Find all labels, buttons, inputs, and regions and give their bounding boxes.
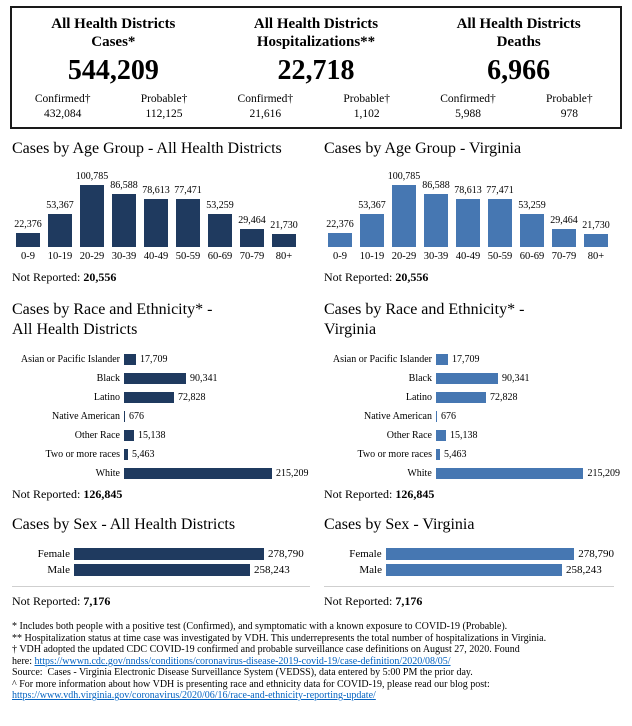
bar-group-male [12,564,310,576]
bar-group-two-or-more-races [324,449,620,460]
bar-value-label: 676 [129,411,144,422]
bar-value-label: 53,367 [46,200,74,211]
confirmed-label: Confirmed† [237,93,294,105]
deaths-total-value: 6,966 [487,55,551,86]
bar-two-or-more-races [124,449,128,460]
bar-group-70-79 [240,215,264,263]
bar-group-black [324,373,620,384]
not-reported-note [12,594,316,609]
axis-tick-label: 80+ [587,251,605,262]
sex-virginia-plot [324,548,614,587]
bar-group-latino [12,392,316,403]
deaths-confirmed [417,93,518,121]
bar-30-39 [112,194,136,247]
not-reported-value: 20,556 [395,270,429,284]
axis-tick-label: 40-49 [455,251,481,262]
bar-20-29 [392,185,416,247]
not-reported-value: 20,556 [83,270,117,284]
bar-other-race [436,430,446,441]
footnote-text: † VDH adopted the updated CDC COVID-19 confirmed and probable surveillance case definitions on August 27, 2020. Found [12,644,520,655]
axis-tick-label: 60-69 [207,251,233,262]
not-reported-value: 7,176 [83,594,111,608]
chart-title-text: Cases by Age Group - All Health Districts [12,140,282,157]
footnote-text: Source: Cases - Virginia Electronic Disease Surveillance System (VEDSS), data entered by 5:00 PM the prior day. [12,667,473,678]
bar-value-label: 53,367 [358,200,386,211]
cdc-case-definition-link[interactable]: https://wwwn.cdc.gov/nndss/conditions/coronavirus-disease-2019-covid-19/case-definition/2020/08/05/ [34,655,451,667]
bar-group-40-49 [144,185,168,263]
bar-50-59 [176,199,200,247]
not-reported-value: 126,845 [83,487,123,501]
card-title-line2: Hospitalizations** [256,34,376,50]
bar-value-label: 77,471 [486,185,514,196]
bar-value-label: 53,259 [206,200,234,211]
bar-value-label: 100,785 [75,171,109,182]
probable-label: Probable† [140,93,188,105]
bar-value-label: 22,376 [14,219,42,230]
not-reported-note [12,270,316,285]
category-label: Two or more races [357,449,432,460]
card-title-deaths [417,15,620,51]
bar-value-label: 78,613 [142,185,170,196]
summary-card-hospitalizations [215,15,418,121]
bar-value-label: 676 [441,411,456,422]
bar-two-or-more-races [436,449,440,460]
bar-40-49 [144,199,168,247]
footnote-text: * Includes both people with a positive test (Confirmed), and symptomatic with a known exposure to COVID-19 (Probable). [12,621,508,632]
bar-50-59 [488,199,512,247]
bar-value-label: 15,138 [450,430,478,441]
bar-group-0-9 [328,219,352,263]
bar-group-80+ [584,220,608,263]
card-title-line2: Deaths [496,34,541,50]
bar-80+ [272,234,296,247]
bar-0-9 [328,233,352,247]
bar-white [124,468,272,479]
probable-value: 1,102 [353,108,380,120]
race-chart-virginia [316,285,620,502]
age-all-districts-plot [16,171,316,263]
category-label: Other Race [386,430,432,441]
probable-label: Probable† [546,93,593,105]
bar-group-50-59 [488,185,512,263]
bar-value-label: 215,209 [276,468,309,479]
bar-group-other-race [324,430,620,441]
axis-tick-label: 60-69 [519,251,545,262]
bar-group-20-29 [387,171,421,263]
category-label: Female [349,548,382,560]
bar-group-asian-or-pacific-islander [12,354,316,365]
category-label: White [95,468,120,479]
bar-10-19 [48,214,72,247]
axis-tick-label: 30-39 [111,251,137,262]
bar-group-50-59 [176,185,200,263]
bar-value-label: 90,341 [190,373,218,384]
race-all-districts-plot [12,354,316,479]
chart-title [12,300,316,340]
bar-value-label: 72,828 [178,392,206,403]
category-label: Female [37,548,70,560]
bar-value-label: 215,209 [587,468,620,479]
bar-value-label: 5,463 [444,449,467,460]
bar-value-label: 15,138 [138,430,166,441]
chart-title [324,139,620,159]
bar-group-70-79 [552,215,576,263]
card-title-line1: All Health Districts [253,16,379,32]
race-ethnicity-blog-link[interactable]: https://www.vdh.virginia.gov/coronavirus/2020/06/16/race-and-ethnicity-reporting-update/ [12,690,376,701]
card-title-line1: All Health Districts [51,16,176,32]
bar-native-american [124,411,125,422]
axis-tick-label: 70-79 [551,251,577,262]
bar-value-label: 77,471 [174,185,202,196]
not-reported-label: Not Reported: [324,594,393,608]
category-label: Black [408,373,432,384]
bar-native-american [436,411,437,422]
category-label: Black [96,373,120,384]
chart-title-text: Cases by Race and Ethnicity* - [324,301,525,318]
bar-white [436,468,584,479]
bar-20-29 [80,185,104,247]
bar-group-60-69 [520,200,544,263]
chart-title [324,515,620,535]
footnote-hospitalization-status [12,633,620,645]
axis-tick-label: 20-29 [79,251,105,262]
footnote-race-ethnicity-blog [12,679,620,702]
chart-title-text: All Health Districts [12,321,138,338]
bar-value-label: 86,588 [422,180,450,191]
bar-group-asian-or-pacific-islander [324,354,620,365]
bar-value-label: 5,463 [132,449,155,460]
bar-value-label: 53,259 [518,200,546,211]
not-reported-note [324,594,620,609]
sex-chart-all-health-districts [12,502,316,609]
bar-asian-or-pacific-islander [436,354,448,365]
footnote-source [12,667,620,679]
probable-value: 978 [560,108,578,120]
bar-value-label: 258,243 [254,564,290,576]
footnote-text: here: [12,655,35,667]
bar-group-0-9 [16,219,40,263]
axis-tick-label: 0-9 [21,251,35,262]
bar-value-label: 29,464 [550,215,578,226]
card-title-hospitalizations [215,15,418,51]
category-label: Asian or Pacific Islander [20,354,120,365]
bar-40-49 [456,199,480,247]
bar-other-race [124,430,134,441]
category-label: White [407,468,432,479]
category-label: Two or more races [45,449,120,460]
hospitalizations-probable [316,93,417,121]
axis-tick-label: 50-59 [487,251,513,262]
axis-tick-label: 50-59 [175,251,201,262]
bar-group-female [324,548,614,560]
footnotes [12,621,620,702]
bar-value-label: 29,464 [238,215,266,226]
charts-area [0,129,632,609]
bar-value-label: 78,613 [454,185,482,196]
chart-title-text: Virginia [324,321,377,338]
axis-tick-label: 10-19 [47,251,73,262]
axis-tick-label: 80+ [275,251,293,262]
not-reported-label: Not Reported: [12,270,81,284]
sex-chart-virginia [316,502,620,609]
confirmed-value: 432,084 [43,108,82,120]
probable-value: 112,125 [145,108,183,120]
chart-title-text: Cases by Race and Ethnicity* - [12,301,213,318]
bar-group-white [12,468,316,479]
footnote-probable-definition [12,621,620,633]
not-reported-note [324,487,620,502]
axis-tick-label: 30-39 [423,251,449,262]
not-reported-note [12,487,316,502]
chart-title [324,300,620,340]
category-label: Native American [51,411,120,422]
bar-asian-or-pacific-islander [124,354,136,365]
footnote-text: ^ For more information about how VDH is presenting race and ethnicity data for COVID-19, please read our blog post: [12,678,490,690]
bar-female [74,548,264,560]
bar-60-69 [208,214,232,247]
bar-80+ [584,234,608,247]
bar-value-label: 278,790 [268,548,304,560]
bar-group-60-69 [208,200,232,263]
confirmed-label: Confirmed† [34,93,91,105]
bar-value-label: 22,376 [326,219,354,230]
bar-value-label: 17,709 [140,354,168,365]
bar-latino [124,392,174,403]
bar-group-80+ [272,220,296,263]
bar-male [386,564,562,576]
sex-charts-row [12,502,620,609]
chart-title [12,139,316,159]
category-label: Other Race [74,430,120,441]
bar-value-label: 278,790 [578,548,614,560]
bar-group-latino [324,392,620,403]
cases-probable [113,93,214,121]
bar-30-39 [424,194,448,247]
not-reported-label: Not Reported: [12,594,81,608]
bar-60-69 [520,214,544,247]
category-label: Native American [363,411,432,422]
bar-value-label: 258,243 [566,564,602,576]
axis-tick-label: 40-49 [143,251,169,262]
bar-70-79 [552,229,576,247]
bar-value-label: 86,588 [110,180,138,191]
card-title-cases [12,15,215,51]
bar-group-black [12,373,316,384]
deaths-probable [519,93,620,121]
bar-latino [436,392,486,403]
bar-group-10-19 [360,200,384,263]
category-label: Male [359,564,382,576]
sex-all-districts-plot [12,548,310,587]
bar-0-9 [16,233,40,247]
bar-group-two-or-more-races [12,449,316,460]
cases-total-value: 544,209 [67,55,159,86]
category-label: Latino [405,392,432,403]
cases-confirmed [12,93,113,121]
summary-cards-panel [10,6,622,129]
race-chart-all-health-districts [12,285,316,502]
not-reported-label: Not Reported: [12,487,81,501]
bar-group-white [324,468,620,479]
age-virginia-plot [328,171,620,263]
bar-black [124,373,186,384]
not-reported-label: Not Reported: [324,270,393,284]
bar-group-native-american [12,411,316,422]
bar-10-19 [360,214,384,247]
bar-group-40-49 [456,185,480,263]
axis-tick-label: 0-9 [333,251,347,262]
bar-group-male [324,564,614,576]
hospitalizations-confirmed [215,93,316,121]
category-label: Asian or Pacific Islander [332,354,432,365]
not-reported-note [324,270,620,285]
bar-male [74,564,250,576]
chart-title-text: Cases by Sex - Virginia [324,516,475,533]
age-chart-virginia [316,129,620,285]
bar-value-label: 21,730 [270,220,298,231]
bar-70-79 [240,229,264,247]
bar-value-label: 17,709 [452,354,480,365]
axis-tick-label: 20-29 [391,251,417,262]
race-virginia-plot [324,354,620,479]
bar-group-20-29 [75,171,109,263]
chart-title-text: Cases by Sex - All Health Districts [12,516,236,533]
summary-card-cases [12,15,215,121]
footnote-text: ** Hospitalization status at time case was investigated by VDH. This underrepresents the total number of hospitalizations in Virginia. [12,632,547,644]
bar-group-30-39 [424,180,448,263]
bar-group-native-american [324,411,620,422]
footnote-cdc-case-definitions [12,644,620,667]
not-reported-value: 126,845 [395,487,435,501]
summary-card-deaths [417,15,620,121]
category-label: Male [47,564,70,576]
hospitalizations-total-value: 22,718 [277,55,355,86]
card-title-line1: All Health Districts [456,16,581,32]
bar-value-label: 72,828 [490,392,518,403]
confirmed-value: 5,988 [455,108,481,120]
chart-title-text: Cases by Age Group - Virginia [324,140,522,157]
bar-group-10-19 [48,200,72,263]
bar-group-30-39 [112,180,136,263]
bar-value-label: 21,730 [582,220,610,231]
bar-group-other-race [12,430,316,441]
bar-value-label: 90,341 [502,373,530,384]
not-reported-value: 7,176 [395,594,423,608]
chart-title [12,515,316,535]
axis-tick-label: 10-19 [359,251,385,262]
bar-female [386,548,575,560]
age-charts-row [12,129,620,285]
not-reported-label: Not Reported: [324,487,393,501]
probable-label: Probable† [343,93,390,105]
axis-tick-label: 70-79 [239,251,265,262]
confirmed-value: 21,616 [249,108,282,120]
age-chart-all-health-districts [12,129,316,285]
bar-black [436,373,498,384]
race-charts-row [12,285,620,502]
bar-value-label: 100,785 [387,171,421,182]
category-label: Latino [93,392,120,403]
bar-group-female [12,548,310,560]
confirmed-label: Confirmed† [440,93,496,105]
card-title-line2: Cases* [91,34,136,50]
